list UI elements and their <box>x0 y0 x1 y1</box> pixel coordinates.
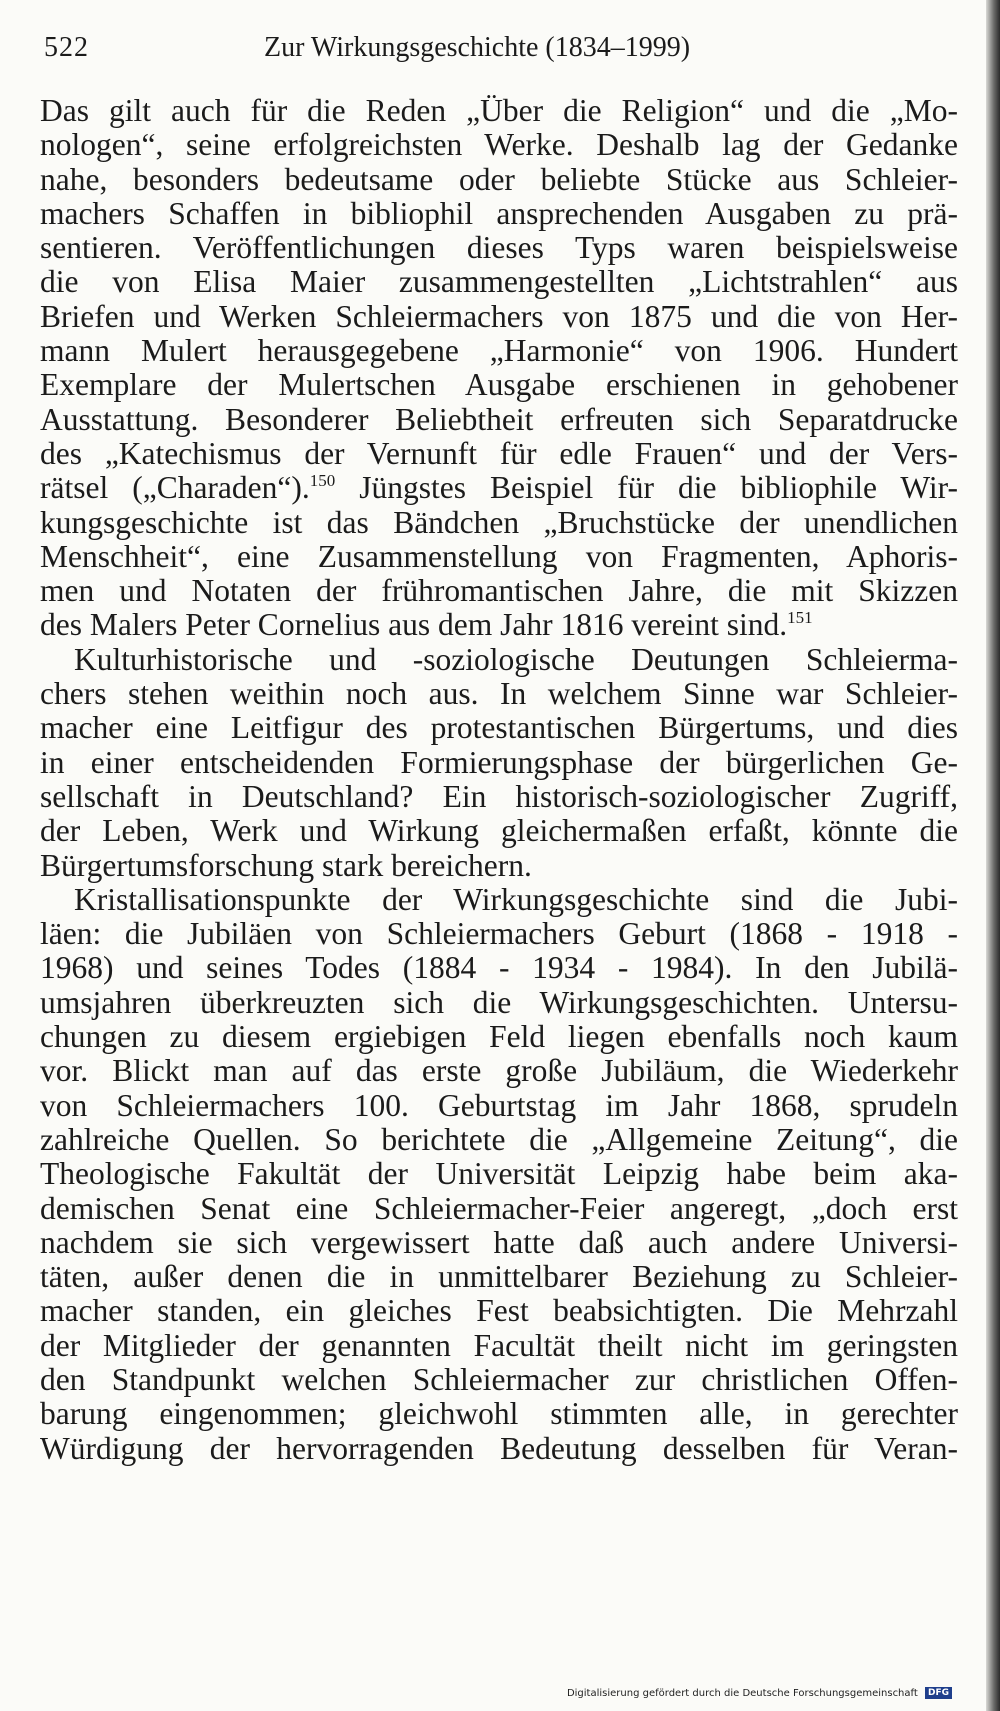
paragraph-3 <box>40 883 958 1466</box>
text-line: Kulturhistorische und -soziologische Deutungen Schleierma- <box>74 641 958 677</box>
text-segment: rätsel („Charaden“). <box>40 470 310 506</box>
text-line: die von Elisa Maier zusammengestellten „Lichtstrahlen“ aus <box>40 264 958 300</box>
text-line: Ausstattung. Besonderer Beliebtheit erfreuten sich Separatdrucke <box>40 401 958 437</box>
paragraph-1 <box>40 94 958 643</box>
page-number: 522 <box>44 32 89 63</box>
text-line: sellschaft in Deutschland? Ein historisch-soziologischer Zugriff, <box>40 778 958 814</box>
paragraph-2 <box>40 643 958 883</box>
text-segment: Jüngstes Beispiel für die bibliophile Wir- <box>335 470 958 506</box>
text-line: Das gilt auch für die Reden „Über die Religion“ und die „Mo- <box>40 93 958 128</box>
text-line: von Schleiermachers 100. Geburtstag im Jahr 1868, sprudeln <box>40 1087 958 1123</box>
text-line: des „Katechismus der Vernunft für edle Frauen“ und der Vers- <box>40 435 958 471</box>
running-title: Zur Wirkungsgeschichte (1834–1999) <box>264 32 691 63</box>
text-line: nachdem sie sich vergewissert hatte daß auch andere Universi- <box>40 1224 958 1260</box>
text-segment: des Malers Peter Cornelius aus dem Jahr 1816 vereint sind. <box>40 607 788 643</box>
text-line: chungen zu diesem ergiebigen Feld liegen ebenfalls noch kaum <box>40 1019 958 1055</box>
text-line: machers Schaffen in bibliophil ansprechenden Ausgaben zu prä- <box>40 195 958 231</box>
text-line-with-footnote <box>40 471 958 505</box>
text-line: vor. Blickt man auf das erste große Jubiläum, die Wiederkehr <box>40 1053 958 1089</box>
text-line: nologen“, seine erfolgreichsten Werke. Deshalb lag der Gedanke <box>40 127 958 163</box>
text-line: Kristallisationspunkte der Wirkungsgeschichte sind die Jubi- <box>74 881 958 917</box>
text-line: der Leben, Werk und Wirkung gleichermaßen erfaßt, könnte die <box>40 813 958 849</box>
footnote-marker-150: 150 <box>309 471 336 491</box>
text-line: macher standen, ein gleiches Fest beabsichtigten. Die Mehrzahl <box>40 1293 958 1329</box>
dfg-logo: DFG <box>925 1687 952 1699</box>
text-line: 1968) und seines Todes (1884 - 1934 - 1984). In den Jubilä- <box>40 950 958 986</box>
body-text <box>40 94 958 1466</box>
running-header <box>44 26 932 70</box>
text-line: chers stehen weithin noch aus. In welchem Sinne war Schleier- <box>40 676 958 712</box>
text-line: der Mitglieder der genannten Facultät theilt nicht im geringsten <box>40 1327 958 1363</box>
text-line: täten, außer denen die in unmittelbarer Beziehung zu Schleier- <box>40 1259 958 1295</box>
text-line: nahe, besonders bedeutsame oder beliebte Stücke aus Schleier- <box>40 161 958 197</box>
text-line: zahlreiche Quellen. So berichtete die „Allgemeine Zeitung“, die <box>40 1121 958 1157</box>
text-line: den Standpunkt welchen Schleiermacher zur christlichen Offen- <box>40 1361 958 1397</box>
text-line: Exemplare der Mulertschen Ausgabe erschienen in gehobener <box>40 367 958 403</box>
text-line: barung eingenommen; gleichwohl stimmten alle, in gerechter <box>40 1396 958 1432</box>
text-line: umsjahren überkreuzten sich die Wirkungsgeschichten. Untersu- <box>40 984 958 1020</box>
text-line: Theologische Fakultät der Universität Leipzig habe beim aka- <box>40 1156 958 1192</box>
page-edge-shadow <box>986 0 1000 1711</box>
text-line: Bürgertumsforschung stark bereichern. <box>40 847 532 883</box>
text-line: men und Notaten der frühromantischen Jahre, die mit Skizzen <box>40 573 958 609</box>
text-line: demischen Senat eine Schleiermacher-Feier angeregt, „doch erst <box>40 1190 958 1226</box>
text-line: sentieren. Veröffentlichungen dieses Typs waren beispielsweise <box>40 230 958 266</box>
footnote-marker-151: 151 <box>787 608 813 628</box>
text-line: macher eine Leitfigur des protestantischen Bürgertums, und dies <box>40 710 958 746</box>
text-line: mann Mulert herausgegebene „Harmonie“ von 1906. Hundert <box>40 333 958 369</box>
text-line: in einer entscheidenden Formierungsphase der bürgerlichen Ge- <box>40 744 958 780</box>
text-line: Briefen und Werken Schleiermachers von 1875 und die von Her- <box>40 298 958 334</box>
text-line: läen: die Jubiläen von Schleiermachers Geburt (1868 - 1918 - <box>40 916 958 952</box>
digitization-credit <box>567 1687 952 1701</box>
text-line: Menschheit“, eine Zusammenstellung von Fragmenten, Aphoris- <box>40 538 958 574</box>
text-line: kungsgeschichte ist das Bändchen „Bruchstücke der unendlichen <box>40 504 958 540</box>
text-line: Würdigung der hervorragenden Bedeutung desselben für Veran- <box>40 1430 958 1466</box>
credit-text: Digitalisierung gefördert durch die Deutsche Forschungsgemeinschaft <box>566 1688 918 1699</box>
text-line-with-footnote <box>40 608 958 642</box>
